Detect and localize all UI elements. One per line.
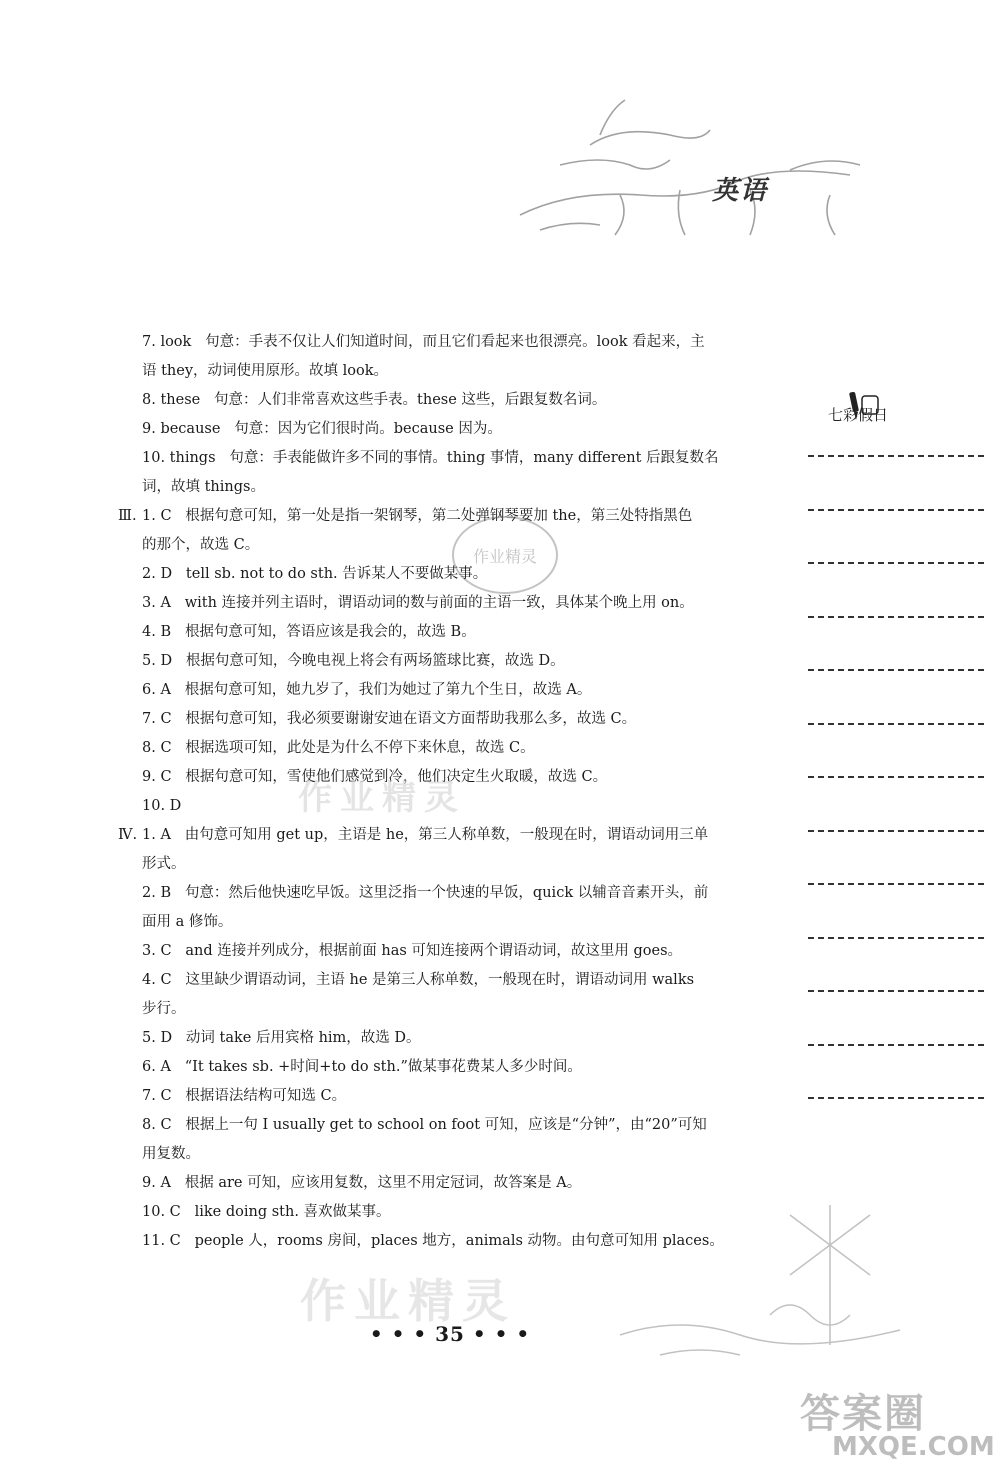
note-dash-line xyxy=(808,830,984,832)
answer-label: 9. C xyxy=(142,769,172,785)
answer-explanation: 根据句意可知，我必须要谢谢安迪在语文方面帮助我那么多，故选 C。 xyxy=(185,711,637,727)
answer-label: 1. A xyxy=(142,827,171,843)
answer-explanation: tell sb. not to do sth. 告诉某人不要做某事。 xyxy=(185,566,488,582)
note-dash-line xyxy=(808,937,984,939)
note-dash-line xyxy=(808,990,984,992)
answer-label: 5. D xyxy=(142,1030,173,1046)
section-number: Ⅲ. xyxy=(118,508,137,524)
answer-line xyxy=(118,937,788,966)
answer-explanation: 根据语法结构可知选 C。 xyxy=(185,1088,347,1104)
answer-explanation: 根据句意可知，答语应该是我会的，故选 B。 xyxy=(184,624,476,640)
answer-explanation: 语 they，动词使用原形。故填 look。 xyxy=(142,363,389,379)
answer-line xyxy=(118,705,788,734)
answer-label: 7. look xyxy=(142,334,192,350)
answer-label: 8. C xyxy=(142,740,172,756)
note-dash-line xyxy=(808,883,984,885)
answer-explanation: 词，故填 things。 xyxy=(142,479,265,495)
answer-label: 2. B xyxy=(142,885,172,901)
answer-label: 11. C xyxy=(142,1233,181,1249)
answer-explanation: 根据 are 可知，应该用复数，这里不用定冠词，故答案是 A。 xyxy=(184,1175,582,1191)
watermark-stamp xyxy=(445,510,565,600)
answer-explanation: 根据选项可知，此处是为什么不停下来休息，故选 C。 xyxy=(185,740,535,756)
answer-line xyxy=(118,676,788,705)
answer-explanation: 步行。 xyxy=(142,1001,186,1017)
answer-line xyxy=(118,995,788,1024)
answer-explanation: and 连接并列成分，根据前面 has 可知连接两个谓语动词，故这里用 goes。 xyxy=(185,943,683,959)
answer-line xyxy=(118,415,788,444)
answer-explanation: 形式。 xyxy=(142,856,186,872)
answer-explanation: 句意：人们非常喜欢这些手表。these 这些，后跟复数名词。 xyxy=(214,392,607,408)
answer-label: 8. these xyxy=(142,392,201,408)
answer-explanation: “It takes sb. +时间+to do sth.”做某事花费某人多少时间。 xyxy=(184,1059,582,1075)
answer-line xyxy=(118,1024,788,1053)
answer-line xyxy=(118,1140,788,1169)
answer-explanation: 根据句意可知，雪使他们感觉到冷，他们决定生火取暖，故选 C。 xyxy=(185,769,608,785)
answer-label: 8. C xyxy=(142,1117,172,1133)
answer-label: 3. C xyxy=(142,943,172,959)
answer-explanation: 根据上一句 I usually get to school on foot 可知，应该是“分钟”，由“20”可知 xyxy=(185,1117,707,1133)
answer-explanation: 根据句意可知，她九岁了，我们为她过了第九个生日，故选 A。 xyxy=(184,682,592,698)
note-dash-line xyxy=(808,1044,984,1046)
note-dash-line xyxy=(808,616,984,618)
note-dash-line xyxy=(808,455,984,457)
answer-label: 4. B xyxy=(142,624,172,640)
answer-label: 3. A xyxy=(142,595,171,611)
answer-explanation: 面用 a 修饰。 xyxy=(142,914,233,930)
answer-line xyxy=(118,1169,788,1198)
answer-explanation: like doing sth. 喜欢做某事。 xyxy=(194,1204,391,1220)
answer-explanation: 根据句意可知，第一处是指一架钢琴，第二处弹钢琴要加 the，第三处特指黑色 xyxy=(185,508,693,524)
answer-line xyxy=(118,1111,788,1140)
answer-line xyxy=(118,357,788,386)
answer-line xyxy=(118,328,788,357)
answer-line xyxy=(118,1082,788,1111)
answer-line xyxy=(118,618,788,647)
answer-label: 7. C xyxy=(142,1088,172,1104)
answer-label: 9. because xyxy=(142,421,221,437)
watermark-bottom: 作业精灵 xyxy=(300,1274,516,1328)
answer-explanation: 用复数。 xyxy=(142,1146,200,1162)
answer-line xyxy=(118,734,788,763)
answer-explanation: 句意：手表能做许多不同的事情。thing 事情，many different 后跟复数名 xyxy=(229,450,719,466)
sidebar-label: 七彩假日 xyxy=(828,406,889,424)
stamp-text: 作业精灵 xyxy=(472,547,538,566)
answer-explanation: 这里缺少谓语动词，主语 he 是第三人称单数，一般现在时，谓语动词用 walks xyxy=(185,972,695,988)
site-logo-url: MXQE.COM xyxy=(832,1432,995,1462)
answer-line xyxy=(118,966,788,995)
answer-explanation: 句意：然后他快速吃早饭。这里泛指一个快速的早饭，quick 以辅音音素开头，前 xyxy=(184,885,709,901)
note-dash-line xyxy=(808,562,984,564)
answer-line xyxy=(118,821,788,850)
answer-line xyxy=(118,647,788,676)
answer-line xyxy=(118,444,788,473)
answer-line xyxy=(118,908,788,937)
answer-explanation: 动词 take 后用宾格 him，故选 D。 xyxy=(185,1030,421,1046)
note-dash-line xyxy=(808,669,984,671)
answer-label: 10. C xyxy=(142,1204,181,1220)
answer-label: 1. C xyxy=(142,508,172,524)
answer-label: 4. C xyxy=(142,972,172,988)
answer-label: 10. D xyxy=(142,798,182,814)
answer-explanation: with 连接并列主语时，谓语动词的数与前面的主语一致，具体某个晚上用 on。 xyxy=(184,595,694,611)
answer-explanation: 由句意可知用 get up，主语是 he，第三人称单数，一般现在时，谓语动词用三单 xyxy=(184,827,709,843)
answer-label: 7. C xyxy=(142,711,172,727)
answer-explanation: 句意：因为它们很时尚。because 因为。 xyxy=(234,421,502,437)
answer-label: 2. D xyxy=(142,566,173,582)
subject-title: 英语 xyxy=(712,176,769,206)
watermark-middle: 作业精灵 xyxy=(298,778,466,818)
note-dash-line xyxy=(808,509,984,511)
answer-explanation: 句意：手表不仅让人们知道时间，而且它们看起来也很漂亮。look 看起来，主 xyxy=(205,334,705,350)
answer-line xyxy=(118,386,788,415)
answer-label: 10. things xyxy=(142,450,216,466)
note-dash-line xyxy=(808,1097,984,1099)
note-dash-line xyxy=(808,776,984,778)
answer-line xyxy=(118,1053,788,1082)
answer-line xyxy=(118,473,788,502)
note-dash-line xyxy=(808,723,984,725)
answer-label: 6. A xyxy=(142,682,171,698)
header-decoration xyxy=(500,95,900,245)
answer-line xyxy=(118,879,788,908)
answer-label: 5. D xyxy=(142,653,173,669)
answer-explanation: people 人，rooms 房间，places 地方，animals 动物。由句意可知用 places。 xyxy=(194,1233,724,1249)
answer-line xyxy=(118,850,788,879)
answer-label: 6. A xyxy=(142,1059,171,1075)
answer-label: 9. A xyxy=(142,1175,171,1191)
site-logo-text: 答案圈 xyxy=(800,1391,926,1437)
footer-decoration xyxy=(600,1195,930,1375)
section-number: Ⅳ. xyxy=(118,827,138,843)
answer-explanation: 的那个，故选 C。 xyxy=(142,537,260,553)
page-number: • • • 35 • • • xyxy=(369,1322,531,1346)
answer-explanation: 根据句意可知，今晚电视上将会有两场篮球比赛，故选 D。 xyxy=(185,653,565,669)
